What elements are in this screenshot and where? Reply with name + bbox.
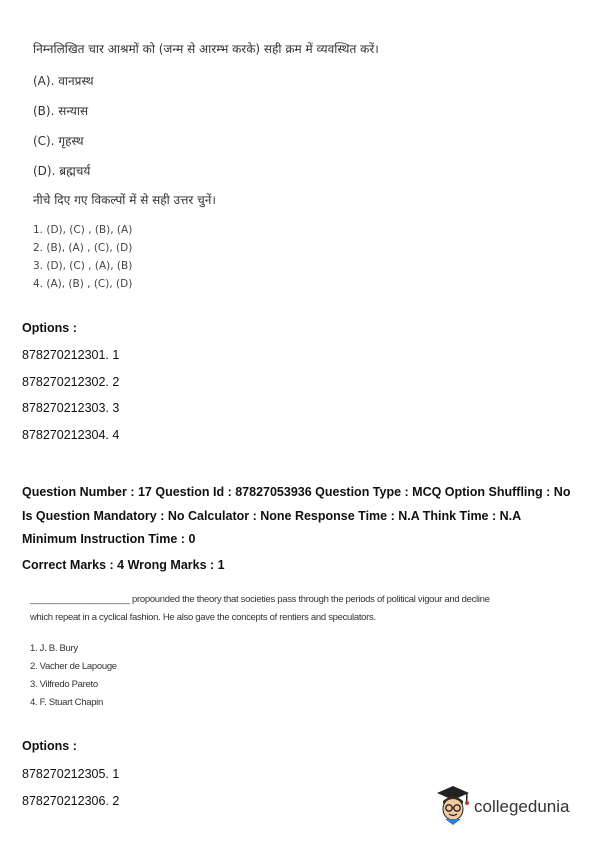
graduate-mascot-icon [436, 784, 470, 830]
options-heading-2: Options : [22, 739, 77, 753]
q1-item-d: (D). ब्रह्मचर्य [33, 164, 91, 178]
q1-stem: निम्नलिखित चार आश्रमों को (जन्म से आरम्भ करके) सही क्रम में व्यवस्थित करें। [33, 42, 379, 56]
q1-choices [33, 221, 132, 293]
collegedunia-logo [436, 784, 569, 830]
q2-choice-3: 3. Vilfredo Pareto [30, 679, 98, 690]
option-id-1: 878270212301. 1 [22, 348, 120, 362]
q1-choice-2: 2. (B), (A) , (C), (D) [33, 242, 133, 254]
option-id-5: 878270212305. 1 [22, 767, 120, 781]
q1-choice-1: 1. (D), (C) , (B), (A) [33, 224, 133, 236]
q2-choices [30, 640, 117, 712]
q1-choice-3: 3. (D), (C) , (A), (B) [33, 260, 133, 272]
option-id-2: 878270212302. 2 [22, 375, 120, 389]
q2-choice-4: 4. F. Stuart Chapin [30, 697, 103, 708]
q2-choice-2: 2. Vacher de Lapouge [30, 661, 117, 672]
options-heading-1: Options : [22, 321, 77, 335]
option-id-6: 878270212306. 2 [22, 794, 120, 808]
q1-choice-4: 4. (A), (B) , (C), (D) [33, 278, 133, 290]
q2-stem-text: propounded the theory that societies pass through the periods of political vigour and decline [129, 594, 490, 605]
q1-item-b: (B). सन्यास [33, 104, 89, 118]
q2-blank: ____________________ [30, 594, 130, 605]
question-meta-line-1: Question Number : 17 Question Id : 87827053936 Question Type : MCQ Option Shuffling : No [22, 485, 571, 499]
option-id-4: 878270212304. 4 [22, 428, 120, 442]
question-meta-line-2: Is Question Mandatory : No Calculator : None Response Time : N.A Think Time : N.A [22, 509, 522, 523]
logo-text: collegedunia [474, 797, 570, 816]
q2-stem-line-1 [30, 594, 490, 605]
q2-choice-1: 1. J. B. Bury [30, 643, 78, 654]
q1-item-a: (A). वानप्रस्थ [33, 74, 94, 88]
option-id-3: 878270212303. 3 [22, 401, 120, 415]
question-meta-line-4: Correct Marks : 4 Wrong Marks : 1 [22, 558, 225, 572]
question-meta-line-3: Minimum Instruction Time : 0 [22, 532, 196, 546]
q1-item-c: (C). गृहस्थ [33, 134, 84, 148]
q2-stem-line-2: which repeat in a cyclical fashion. He also gave the concepts of rentiers and speculators. [30, 612, 376, 623]
q1-instruction: नीचे दिए गए विकल्पों में से सही उत्तर चुनें। [33, 193, 216, 207]
